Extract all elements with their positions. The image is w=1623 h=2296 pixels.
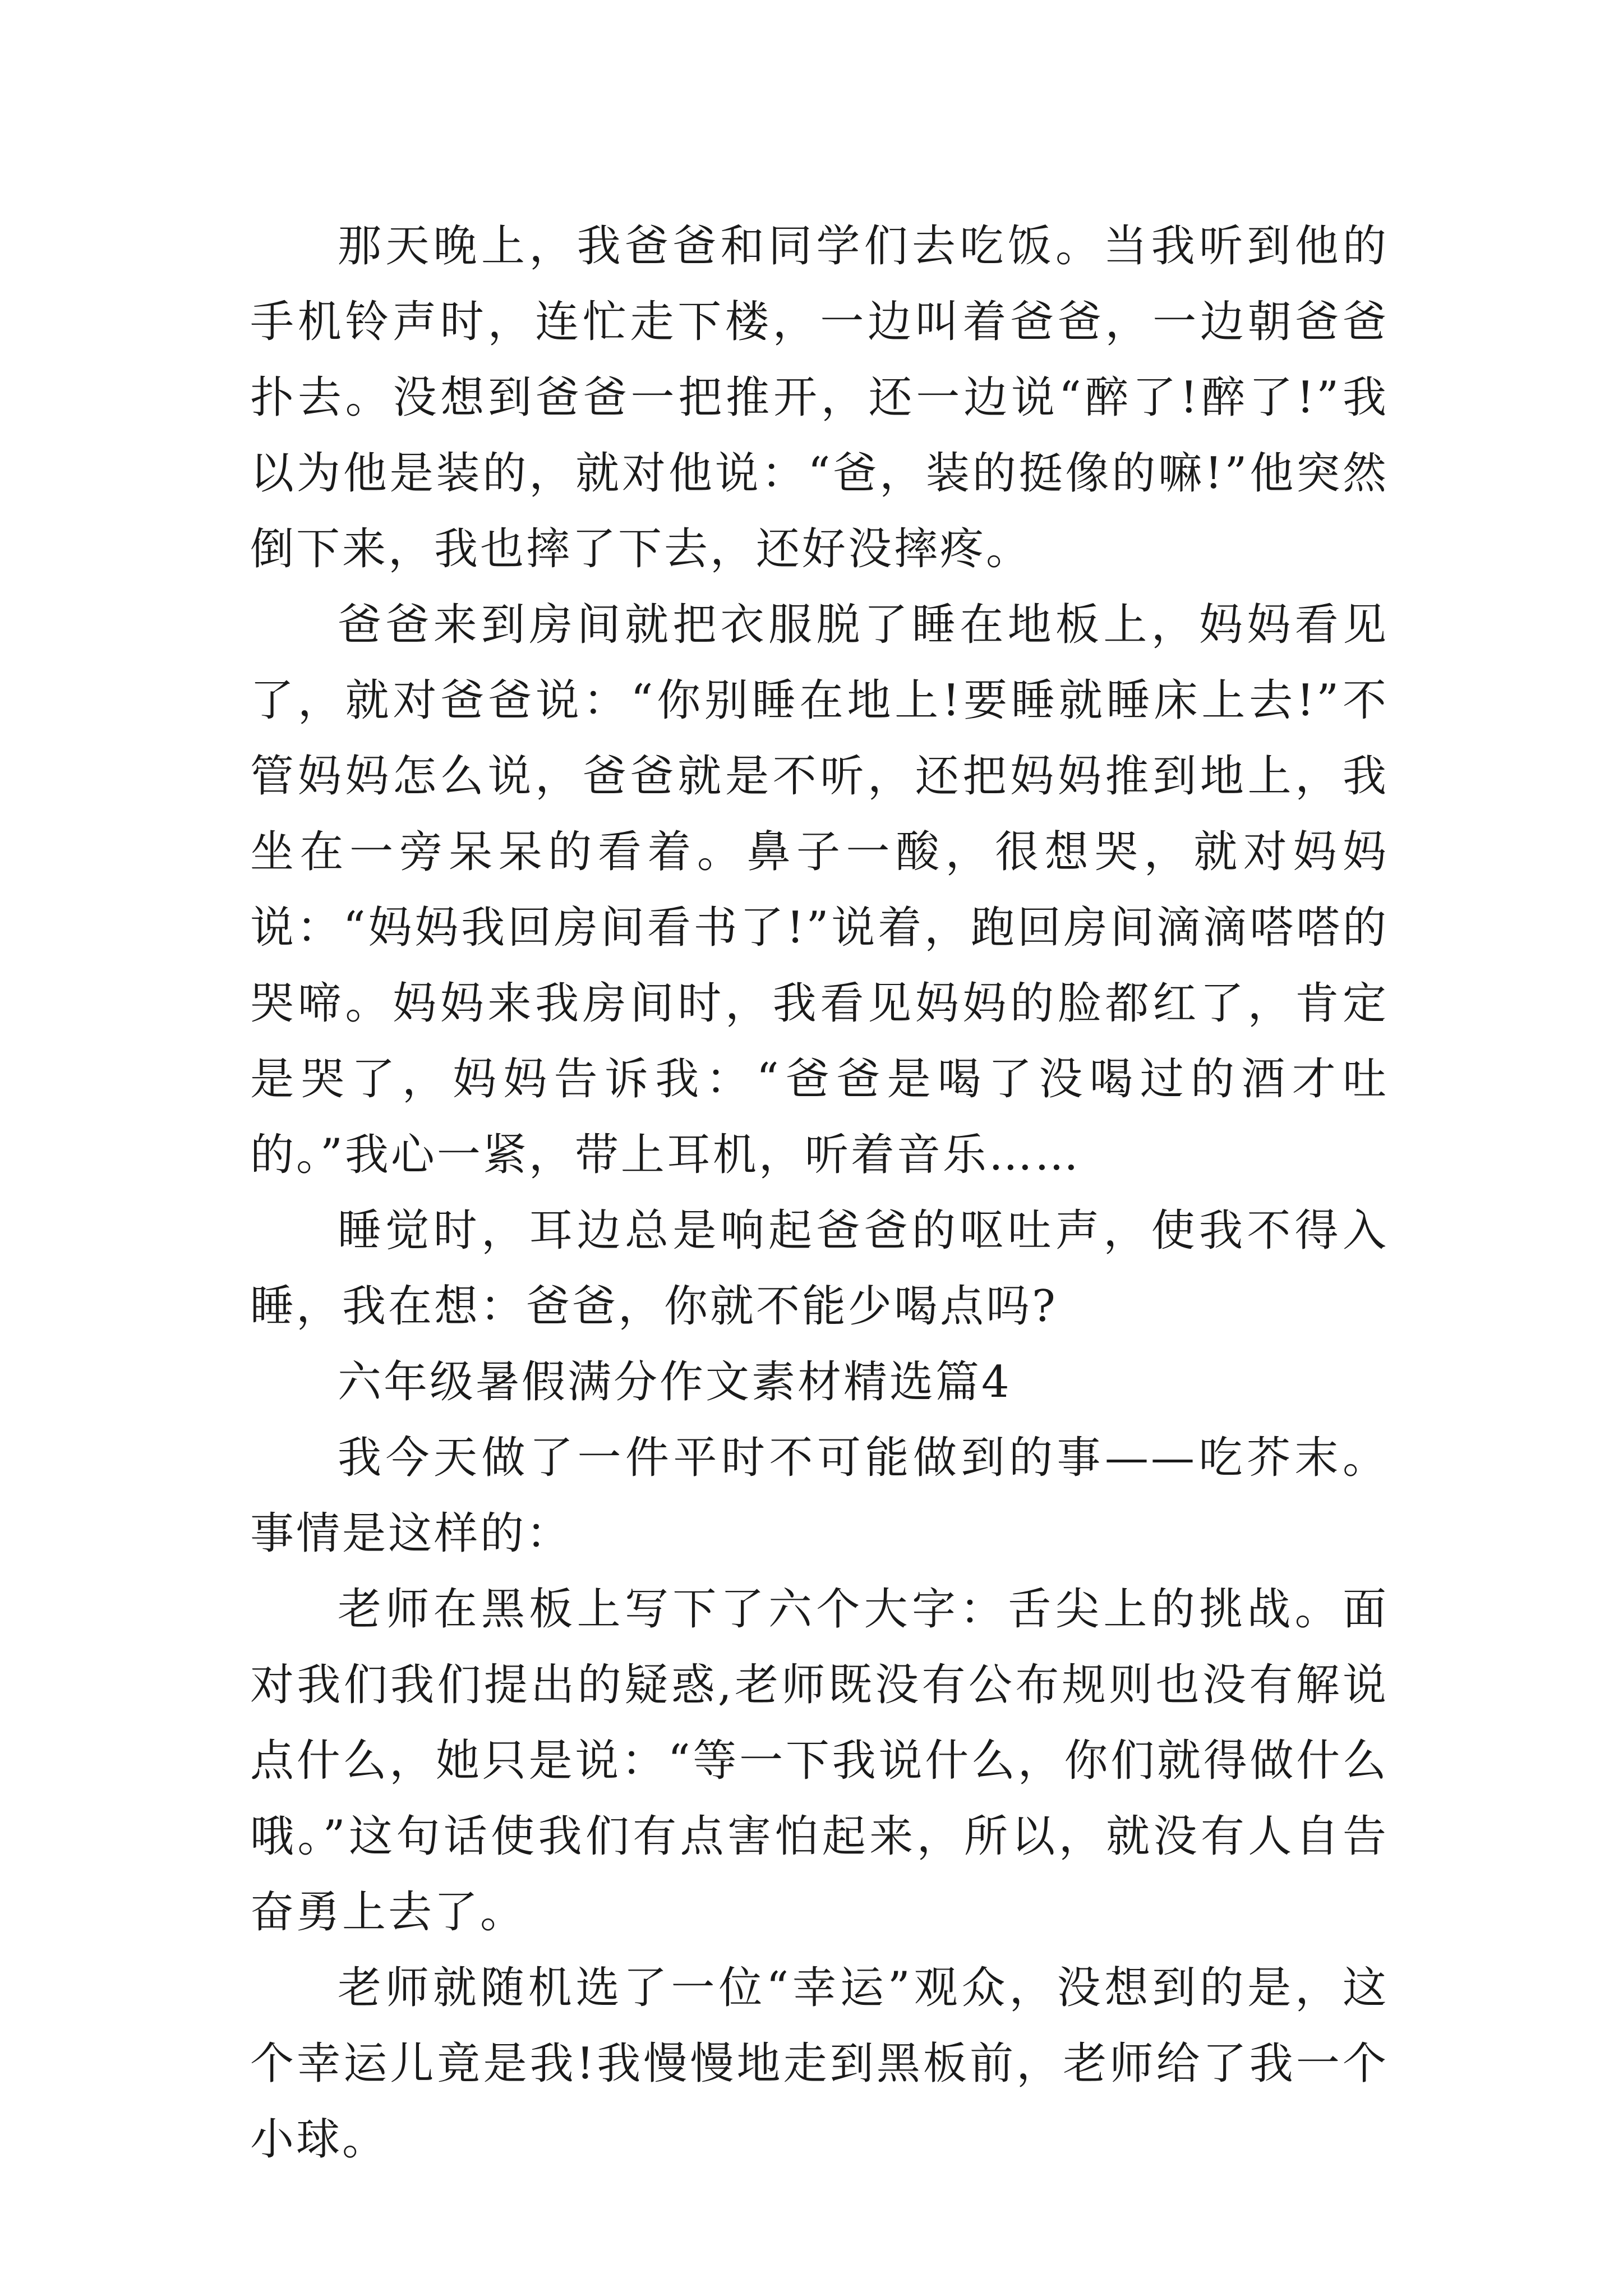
paragraph-lucky-one: 老师就随机选了一位“幸运”观众，没想到的是，这个幸运儿竟是我!我慢慢地走到黑板前，老师给了我一个小球。 — [250, 1963, 1389, 2165]
section-heading: 六年级暑假满分作文素材精选篇4 — [338, 1357, 1012, 1407]
paragraph-bedroom: 爸爸来到房间就把衣服脱了睡在地板上，妈妈看见了，就对爸爸说：“你别睡在地上!要睡就睡床上去!”不管妈妈怎么说，爸爸就是不听，还把妈妈推到地上，我坐在一旁呆呆的看着。鼻子一酸，很想哭，就对妈妈说：“妈妈我回房间看书了!”说着，跑回房间滴滴嗒嗒的哭啼。妈妈来我房间时，我看见妈妈的脸都红了，肯定是哭了，妈妈告诉我：“爸爸是喝了没喝过的酒才吐的。”我心一紧，带上耳机，听着音乐…… — [250, 600, 1389, 1180]
paragraph-dinner: 那天晚上，我爸爸和同学们去吃饭。当我听到他的手机铃声时，连忙走下楼，一边叫着爸爸，一边朝爸爸扑去。没想到爸爸一把推开，还一边说“醉了!醉了!”我以为他是装的，就对他说：“爸，装的挺像的嘛!”他突然倒下来，我也摔了下去，还好没摔疼。 — [250, 221, 1389, 574]
document-body — [250, 209, 1389, 2178]
paragraph-wasabi-intro: 我今天做了一件平时不可能做到的事——吃芥末。事情是这样的： — [250, 1433, 1389, 1559]
paragraph-sleep: 睡觉时，耳边总是响起爸爸的呕吐声，使我不得入睡，我在想：爸爸，你就不能少喝点吗? — [250, 1205, 1389, 1332]
paragraph-teacher-board: 老师在黑板上写下了六个大字：舌尖上的挑战。面对我们我们提出的疑惑,老师既没有公布规则也没有解说点什么，她只是说：“等一下我说什么，你们就得做什么哦。”这句话使我们有点害怕起来，所以，就没有人自告奋勇上去了。 — [250, 1584, 1389, 1938]
